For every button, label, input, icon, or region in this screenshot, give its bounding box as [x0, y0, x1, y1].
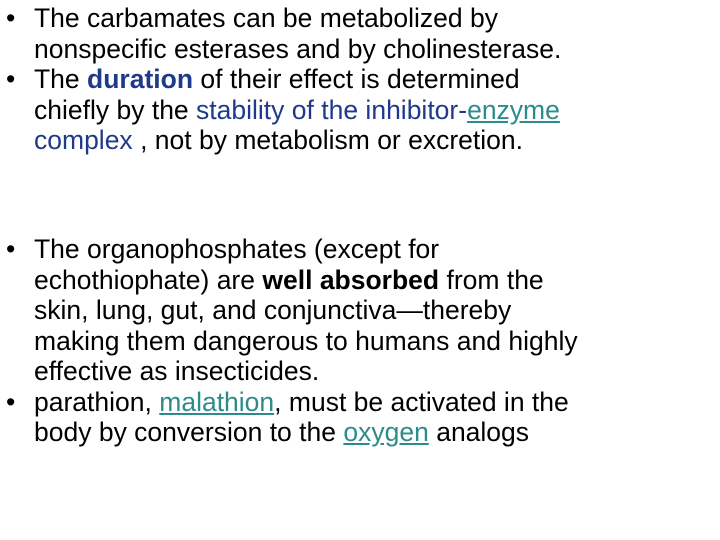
text-run: of their effect is determined	[200, 64, 520, 94]
bullet-marker: •	[6, 64, 16, 94]
text-line	[34, 387, 706, 418]
text-line: skin, lung, gut, and conjunctiva—thereby	[34, 295, 512, 325]
text-run: parathion,	[34, 386, 152, 417]
text-run: chiefly by the	[34, 94, 189, 125]
text-run: , must be activated in the	[274, 386, 569, 417]
text-line: making them dangerous to humans and highly	[34, 325, 578, 356]
bullet-parathion-activation	[6, 387, 706, 448]
text-line: nonspecific esterases and by cholinesterase.	[34, 33, 562, 64]
text-run: from the	[446, 264, 544, 295]
bullet-organophosphate-absorption	[6, 234, 706, 387]
text-line	[34, 95, 706, 126]
text-run: The	[34, 64, 80, 94]
bullet-marker: •	[6, 386, 16, 417]
text-run: echothiophate) are	[34, 264, 255, 295]
text-line: The organophosphates (except for	[34, 234, 440, 264]
emphasis-duration: duration	[87, 64, 194, 94]
text-line	[34, 125, 706, 156]
text-run: body by conversion to the	[34, 417, 336, 447]
bullet-list-carbamates	[6, 3, 706, 156]
text-run: analogs	[436, 417, 530, 447]
text-line: effective as insecticides.	[34, 356, 320, 386]
link-oxygen[interactable]: oxygen	[343, 417, 429, 447]
text-line	[34, 417, 706, 448]
link-malathion[interactable]: malathion	[159, 386, 275, 417]
text-line	[34, 64, 706, 95]
bullet-list-organophosphates	[6, 234, 706, 448]
text-line	[34, 265, 706, 296]
bullet-carbamate-metabolism	[6, 3, 706, 64]
bullet-duration-of-effect	[6, 64, 706, 156]
bullet-marker: •	[6, 234, 16, 264]
text-run: , not by metabolism or excretion.	[140, 125, 524, 155]
link-enzyme[interactable]: enzyme	[467, 94, 560, 125]
highlight-complex-text: complex	[34, 125, 133, 155]
emphasis-well-absorbed: well absorbed	[262, 264, 440, 295]
bullet-marker: •	[6, 3, 16, 33]
highlight-stability-text: stability of the inhibitor-	[196, 94, 468, 125]
text-line: The carbamates can be metabolized by	[34, 3, 499, 33]
